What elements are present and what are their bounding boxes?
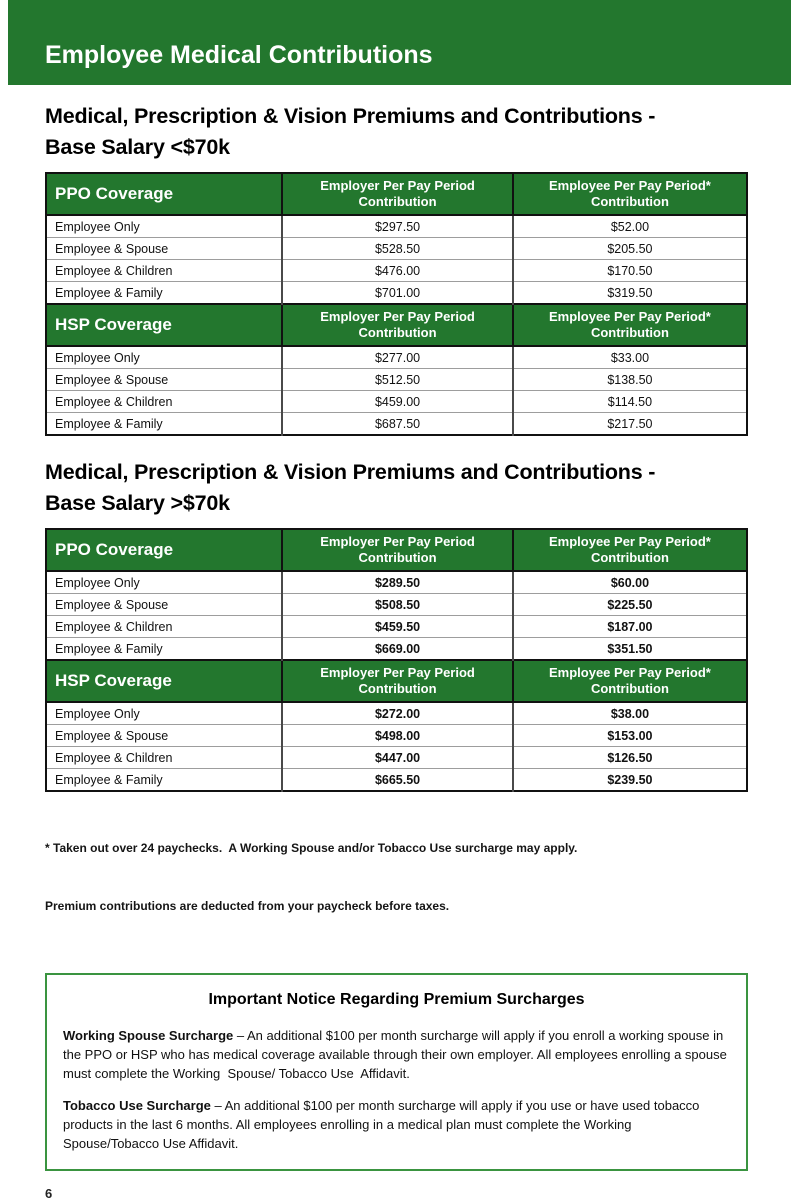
employee-amount: $205.50 [513,238,747,260]
employer-amount: $272.00 [282,702,513,725]
employer-amount: $508.50 [282,594,513,616]
notice-title: Important Notice Regarding Premium Surcharges [208,990,585,1008]
employee-amount: $170.50 [513,260,747,282]
employer-contribution-header [282,304,513,346]
section-title-line1: Medical, Prescription & Vision Premiums and Contributions - [45,104,656,128]
table-row [46,725,747,747]
employee-amount: $38.00 [513,702,747,725]
tier-label: Employee Only [46,346,282,369]
employee-header-line2: Contribution [590,325,669,341]
employee-amount: $114.50 [513,391,747,413]
section-title-over-70k [45,457,748,518]
page-number: 6 [45,1186,53,1201]
employee-contribution-header [513,529,747,571]
employee-contribution-header [513,660,747,702]
tier-label: Employee Only [46,571,282,594]
employer-amount: $498.00 [282,725,513,747]
employee-amount: $225.50 [513,594,747,616]
table-row [46,369,747,391]
employee-amount: $138.50 [513,369,747,391]
tier-label: Employee & Family [46,638,282,661]
employee-amount: $239.50 [513,769,747,792]
page-title: Employee Medical Contributions [45,41,433,69]
employer-amount: $459.50 [282,616,513,638]
tier-label: Employee & Spouse [46,594,282,616]
employer-amount: $669.00 [282,638,513,661]
section-title-line2: Base Salary >$70k [45,490,230,515]
tier-label: Employee & Family [46,769,282,792]
hsp-header-row [46,304,747,346]
employee-amount: $60.00 [513,571,747,594]
footnote-surcharge: * Taken out over 24 paychecks. A Working Spouse and/or Tobacco Use surcharge may apply. [45,841,578,856]
table-row [46,391,747,413]
tobacco-use-surcharge-paragraph [63,1096,730,1153]
table-row [46,769,747,792]
employer-header-line1: Employer Per Pay Period [320,178,475,194]
employer-amount: $297.50 [282,215,513,238]
working-spouse-surcharge-lead: Working Spouse Surcharge [63,1027,234,1043]
table-row [46,702,747,725]
tier-label: Employee & Spouse [46,725,282,747]
employee-header-line1: Employee Per Pay Period* [549,178,711,194]
employer-amount: $459.00 [282,391,513,413]
employer-header-line1: Employer Per Pay Period [320,309,475,325]
table-row [46,346,747,369]
tobacco-use-surcharge-text: – An additional $100 per month surcharge will apply if you use or have used tobacco products in the last 6 months. All employees enrolling in a medical plan must complete the Working Spouse/Tobacco Use Affidavit. [63,1097,704,1152]
tier-label: Employee & Spouse [46,238,282,260]
section-title-under-70k [45,101,748,162]
table-row [46,282,747,305]
employer-header-line2: Contribution [358,325,437,341]
hsp-header-row [46,660,747,702]
employee-amount: $217.50 [513,413,747,436]
table-row [46,594,747,616]
employee-header-line2: Contribution [590,194,669,210]
tier-label: Employee Only [46,215,282,238]
premium-table-under-70k [45,172,748,436]
employee-amount: $126.50 [513,747,747,769]
employer-amount: $687.50 [282,413,513,436]
employee-amount: $153.00 [513,725,747,747]
employee-header-line2: Contribution [590,550,669,566]
employee-amount: $187.00 [513,616,747,638]
table-row [46,238,747,260]
section-title-line2: Base Salary <$70k [45,134,230,159]
employer-amount: $289.50 [282,571,513,594]
working-spouse-surcharge-text: – An additional $100 per month surcharge will apply if you enroll a working spouse in the PPO or HSP who has medical coverage available through their own employer. All employees enrolling a spouse must complete the Working Spouse/ Tobacco Use Affidavit. [63,1027,731,1081]
ppo-coverage-header: PPO Coverage [46,173,282,215]
footnote-pretax: Premium contributions are deducted from your paycheck before taxes. [45,899,450,913]
hsp-coverage-header: HSP Coverage [46,304,282,346]
tier-label: Employee & Family [46,282,282,305]
table-row [46,571,747,594]
section-title-line1: Medical, Prescription & Vision Premiums and Contributions - [45,460,656,485]
employee-header-line2: Contribution [590,681,669,697]
employee-contribution-header [513,304,747,346]
employer-amount: $476.00 [282,260,513,282]
working-spouse-surcharge-paragraph [63,1026,730,1083]
table-row [46,638,747,661]
employer-amount: $665.50 [282,769,513,792]
hsp-coverage-header: HSP Coverage [46,660,282,702]
table-footnotes [45,801,748,955]
ppo-coverage-header: PPO Coverage [46,529,282,571]
employee-contribution-header [513,173,747,215]
tobacco-use-surcharge-lead: Tobacco Use Surcharge [63,1097,211,1113]
page-header-banner [8,0,791,85]
table-row [46,616,747,638]
ppo-header-row [46,529,747,571]
employer-contribution-header [282,529,513,571]
employer-amount: $447.00 [282,747,513,769]
employer-header-line2: Contribution [358,681,437,697]
employee-amount: $319.50 [513,282,747,305]
employer-amount: $701.00 [282,282,513,305]
tier-label: Employee Only [46,702,282,725]
employer-contribution-header [282,660,513,702]
employee-amount: $351.50 [513,638,747,661]
tier-label: Employee & Children [46,747,282,769]
table-row [46,215,747,238]
page-content [0,101,791,1201]
tier-label: Employee & Children [46,260,282,282]
employee-amount: $33.00 [513,346,747,369]
employee-amount: $52.00 [513,215,747,238]
tier-label: Employee & Family [46,413,282,436]
employer-header-line1: Employer Per Pay Period [320,534,475,550]
surcharge-notice-box [45,973,748,1172]
employer-amount: $277.00 [282,346,513,369]
employee-header-line1: Employee Per Pay Period* [549,309,711,325]
table-row [46,413,747,436]
employer-header-line2: Contribution [358,550,437,566]
table-row [46,747,747,769]
table-row [46,260,747,282]
tier-label: Employee & Children [46,616,282,638]
employer-header-line1: Employer Per Pay Period [320,665,475,681]
employer-header-line2: Contribution [358,194,437,210]
employer-amount: $512.50 [282,369,513,391]
employer-amount: $528.50 [282,238,513,260]
tier-label: Employee & Spouse [46,369,282,391]
ppo-header-row [46,173,747,215]
tier-label: Employee & Children [46,391,282,413]
employer-contribution-header [282,173,513,215]
employee-header-line1: Employee Per Pay Period* [549,534,711,550]
employee-header-line1: Employee Per Pay Period* [549,665,711,681]
premium-table-over-70k [45,528,748,792]
